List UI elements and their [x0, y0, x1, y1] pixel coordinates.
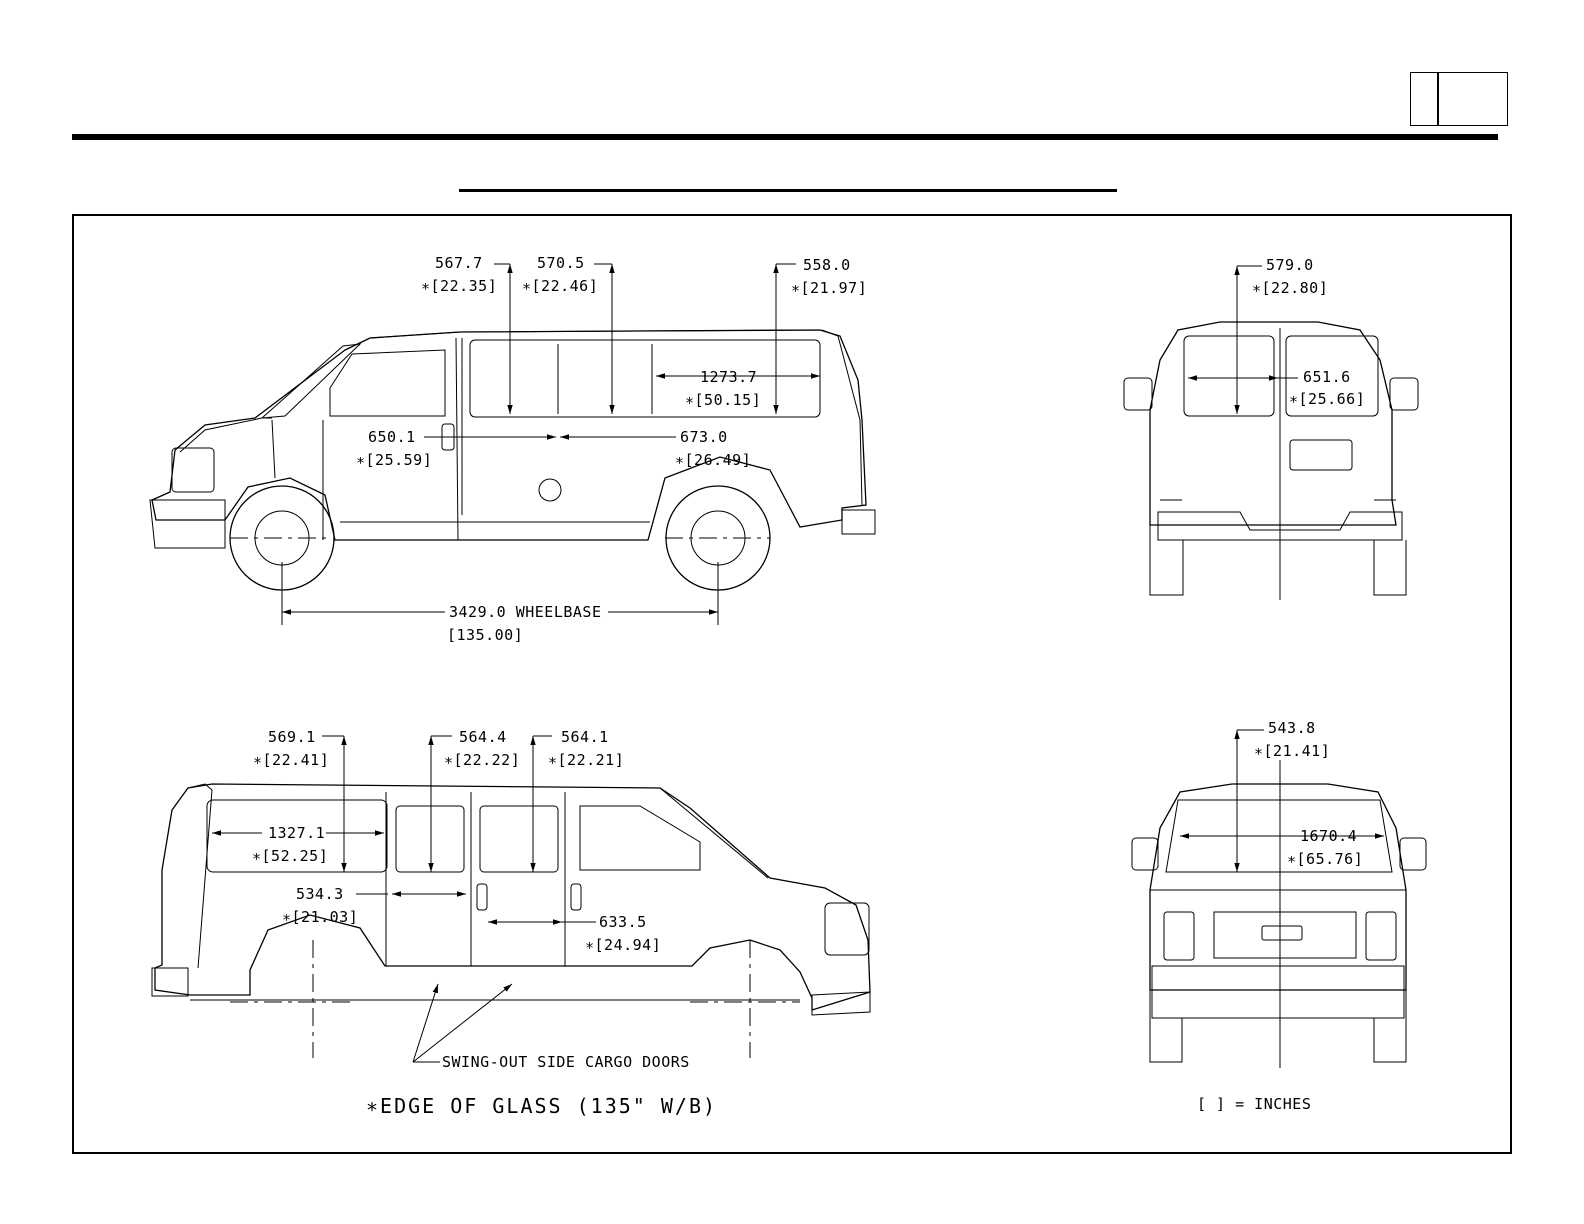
dim-570-5-in: ∗[22.46] [522, 277, 599, 295]
van-rear-view [1124, 322, 1418, 595]
dim-1670-4-mm: 1670.4 [1300, 827, 1358, 845]
dim-564-1-in: ∗[22.21] [548, 751, 625, 769]
dim-633-5-mm: 633.5 [599, 913, 647, 931]
front-view-dimension-lines [1180, 730, 1384, 1068]
dim-651-6-mm: 651.6 [1303, 368, 1351, 386]
dim-1327-1-mm: 1327.1 [268, 824, 326, 842]
inches-legend: [ ] = INCHES [1197, 1095, 1312, 1113]
left-view-dimension-lines [282, 264, 820, 625]
dim-558-0-in: ∗[21.97] [791, 279, 868, 297]
dim-673-0-in: ∗[26.49] [675, 451, 752, 469]
wheelbase-mm: 3429.0 WHEELBASE [449, 603, 602, 621]
dim-1273-7-in: ∗[50.15] [685, 391, 762, 409]
edge-of-glass-note: ∗EDGE OF GLASS (135" W/B) [366, 1094, 718, 1118]
dim-564-1-mm: 564.1 [561, 728, 609, 746]
dim-1327-1-in: ∗[52.25] [252, 847, 329, 865]
dim-569-1-in: ∗[22.41] [253, 751, 330, 769]
dim-673-0-mm: 673.0 [680, 428, 728, 446]
swing-out-doors-label: SWING-OUT SIDE CARGO DOORS [442, 1053, 690, 1071]
dim-570-5-mm: 570.5 [537, 254, 585, 272]
dim-651-6-in: ∗[25.66] [1289, 390, 1366, 408]
dim-564-4-in: ∗[22.22] [444, 751, 521, 769]
dim-1273-7-mm: 1273.7 [700, 368, 758, 386]
van-right-side-view [152, 784, 870, 1058]
rear-view-dimension-lines [1188, 266, 1298, 600]
van-front-view [1132, 784, 1426, 1062]
van-left-side-view [150, 330, 875, 590]
dim-564-4-mm: 564.4 [459, 728, 507, 746]
dim-650-1-mm: 650.1 [368, 428, 416, 446]
dim-650-1-in: ∗[25.59] [356, 451, 433, 469]
dim-1670-4-in: ∗[65.76] [1287, 850, 1364, 868]
dim-534-3-in: ∗[21.03] [282, 908, 359, 926]
wheelbase-in: [135.00] [447, 626, 524, 644]
dim-579-0-mm: 579.0 [1266, 256, 1314, 274]
dim-558-0-mm: 558.0 [803, 256, 851, 274]
dim-569-1-mm: 569.1 [268, 728, 316, 746]
dim-543-8-in: ∗[21.41] [1254, 742, 1331, 760]
dim-633-5-in: ∗[24.94] [585, 936, 662, 954]
dim-567-7-mm: 567.7 [435, 254, 483, 272]
dim-567-7-in: ∗[22.35] [421, 277, 498, 295]
dim-534-3-mm: 534.3 [296, 885, 344, 903]
dim-579-0-in: ∗[22.80] [1252, 279, 1329, 297]
dim-543-8-mm: 543.8 [1268, 719, 1316, 737]
